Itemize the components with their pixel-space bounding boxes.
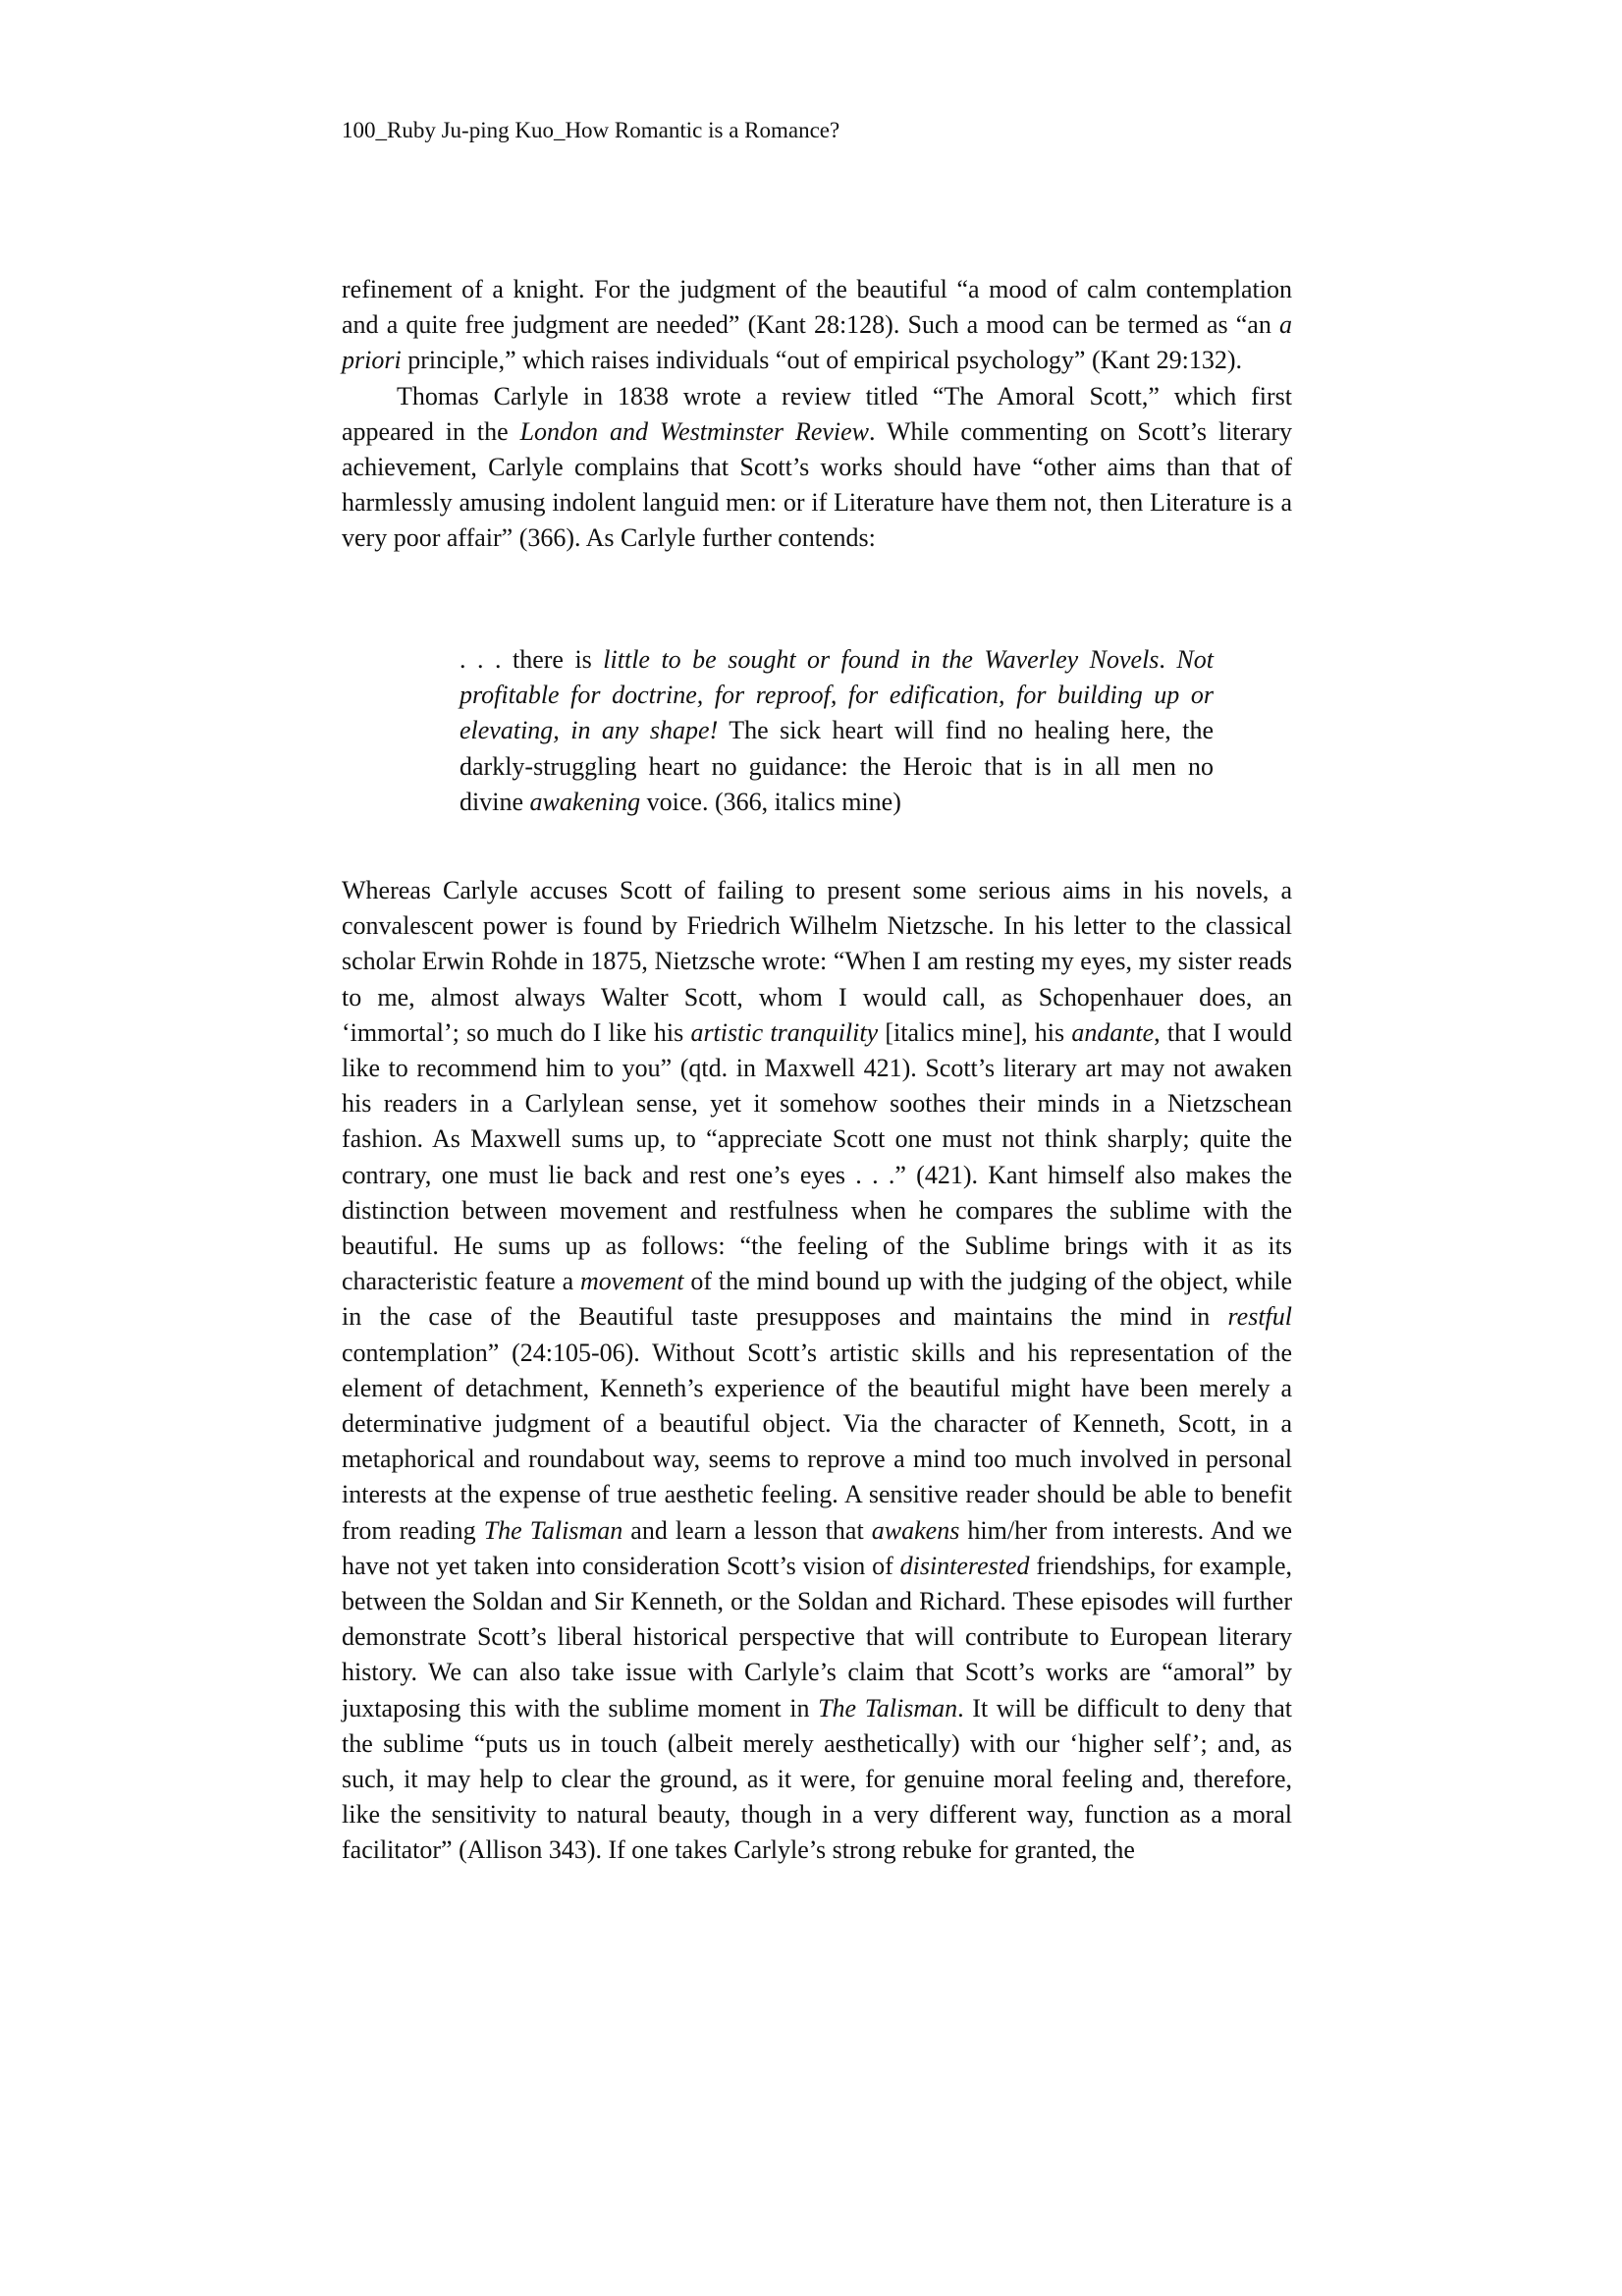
italic-text-segment: Not profitable for doctrine, for reproof, for edification, for building up or elevating, in any shape! [460, 645, 1214, 745]
text-segment: him/her from interests. And we have not yet taken into consideration Scott’s vision of [342, 1515, 1292, 1580]
opening-text-block [342, 272, 1292, 557]
italic-text-segment: movement [580, 1267, 684, 1296]
text-segment: friendships, for example, between the Soldan and Sir Kenneth, or the Soldan and Richard. These episodes will further demonstrate Scott’s liberal historical perspective that will contribute to European literary history. We can also take issue with Carlyle’s claim that Scott’s works are “amoral” by juxtaposing this with the sublime moment in [342, 1551, 1292, 1722]
text-segment: . . . there is [460, 645, 604, 674]
italic-text-segment: The Talisman [483, 1515, 623, 1545]
text-segment: . It will be difficult to deny that the sublime “puts us in touch (albeit merely aesthetically) with our ‘higher self’; and, as such, it may help to clear the ground, as it were, for genuine moral feeling and, therefore, like the sensitivity to natural beauty, though in a very different way, function as a moral facilitator” (Allison 343). If one takes Carlyle’s strong rebuke for granted, the [342, 1693, 1292, 1865]
italic-text-segment: little to be sought or found in the Waverley Novels [603, 645, 1160, 674]
text-segment: The sick heart will find no healing here, the darkly-struggling heart no guidance: the Heroic that is in all men no divine [460, 716, 1215, 816]
italic-text-segment: disinterested [899, 1551, 1030, 1580]
text-segment: voice. (366, italics mine) [640, 787, 901, 816]
italic-text-segment: artistic tranquility [690, 1017, 879, 1047]
italic-text-segment: London and Westminster Review [519, 416, 870, 446]
italic-text-segment: restful [1227, 1302, 1292, 1332]
text-segment: principle,” which raises individuals “out of empirical psychology” (Kant 29:132). [401, 346, 1243, 375]
italic-text-segment: awakening [529, 787, 641, 816]
text-segment: [italics mine], his [878, 1017, 1072, 1047]
text-segment: Whereas Carlyle accuses Scott of failing to present some serious aims in his novels, a convalescent power is found by Friedrich Wilhelm Nietzsche. In his letter to the classical scholar Erwin Rohde in 1875, Nietzsche wrote: “When I am resting my eyes, my sister reads to me, almost always Walter Scott, whom I would call, as Schopenhauer does, an ‘immortal’; so much do I like his [342, 876, 1292, 1047]
paragraph-nietzsche-scott [342, 873, 1292, 1869]
italic-text-segment: awakens [871, 1515, 960, 1545]
italic-text-segment: andante [1071, 1017, 1155, 1047]
text-segment: and learn a lesson that [622, 1515, 872, 1545]
running-header: 100_Ruby Ju-ping Kuo_How Romantic is a Romance? [342, 118, 840, 142]
main-text-block [342, 873, 1292, 1869]
italic-text-segment: a priori [342, 310, 1292, 375]
text-segment: refinement of a knight. For the judgment of the beautiful “a mood of calm contemplation and a quite free judgment are needed” (Kant 28:128). Such a mood can be termed as “an [342, 275, 1292, 340]
text-segment: contemplation” (24:105-06). Without Scott’s artistic skills and his representation of the element of detachment, Kenneth’s experience of the beautiful might have been merely a determinative judgment of a beautiful object. Via the character of Kenneth, Scott, in a metaphorical and roundabout way, seems to reprove a mind too much involved in personal interests at the expense of true aesthetic feeling. A sensitive reader should be able to benefit from reading [342, 1338, 1292, 1545]
text-segment: , that I would like to recommend him to you” (qtd. in Maxwell 421). Scott’s literary art may not awaken his readers in a Carlylean sense, yet it somehow soothes their minds in a Nietzschean fashion. As Maxwell sums up, to “appreciate Scott one must not think sharply; quite the contrary, one must lie back and rest one’s eyes . . .” (421). Kant himself also makes the distinction between movement and restfulness when he compares the sublime with the beautiful. He sums up as follows: “the feeling of the Sublime brings with it as its characteristic feature a [342, 1017, 1292, 1296]
text-segment: Thomas Carlyle in 1838 wrote a review titled “The Amoral Scott,” which first appeared in the [342, 381, 1292, 446]
paragraph-kant-beautiful [342, 272, 1292, 379]
text-segment: . While commenting on Scott’s literary achievement, Carlyle complains that Scott’s works should have “other aims than that of harmlessly amusing indolent languid men: or if Literature have them not, then Literature is a very poor affair” (366). As Carlyle further contends: [342, 416, 1293, 553]
italic-text-segment: The Talisman [818, 1693, 958, 1722]
block-quote-text [460, 642, 1214, 820]
text-segment: . [1159, 645, 1177, 674]
block-quote [460, 642, 1214, 820]
paragraph-carlyle-review [342, 379, 1292, 557]
text-segment: of the mind bound up with the judging of the object, while in the case of the Beautiful taste presupposes and maintains the mind in [342, 1267, 1292, 1332]
